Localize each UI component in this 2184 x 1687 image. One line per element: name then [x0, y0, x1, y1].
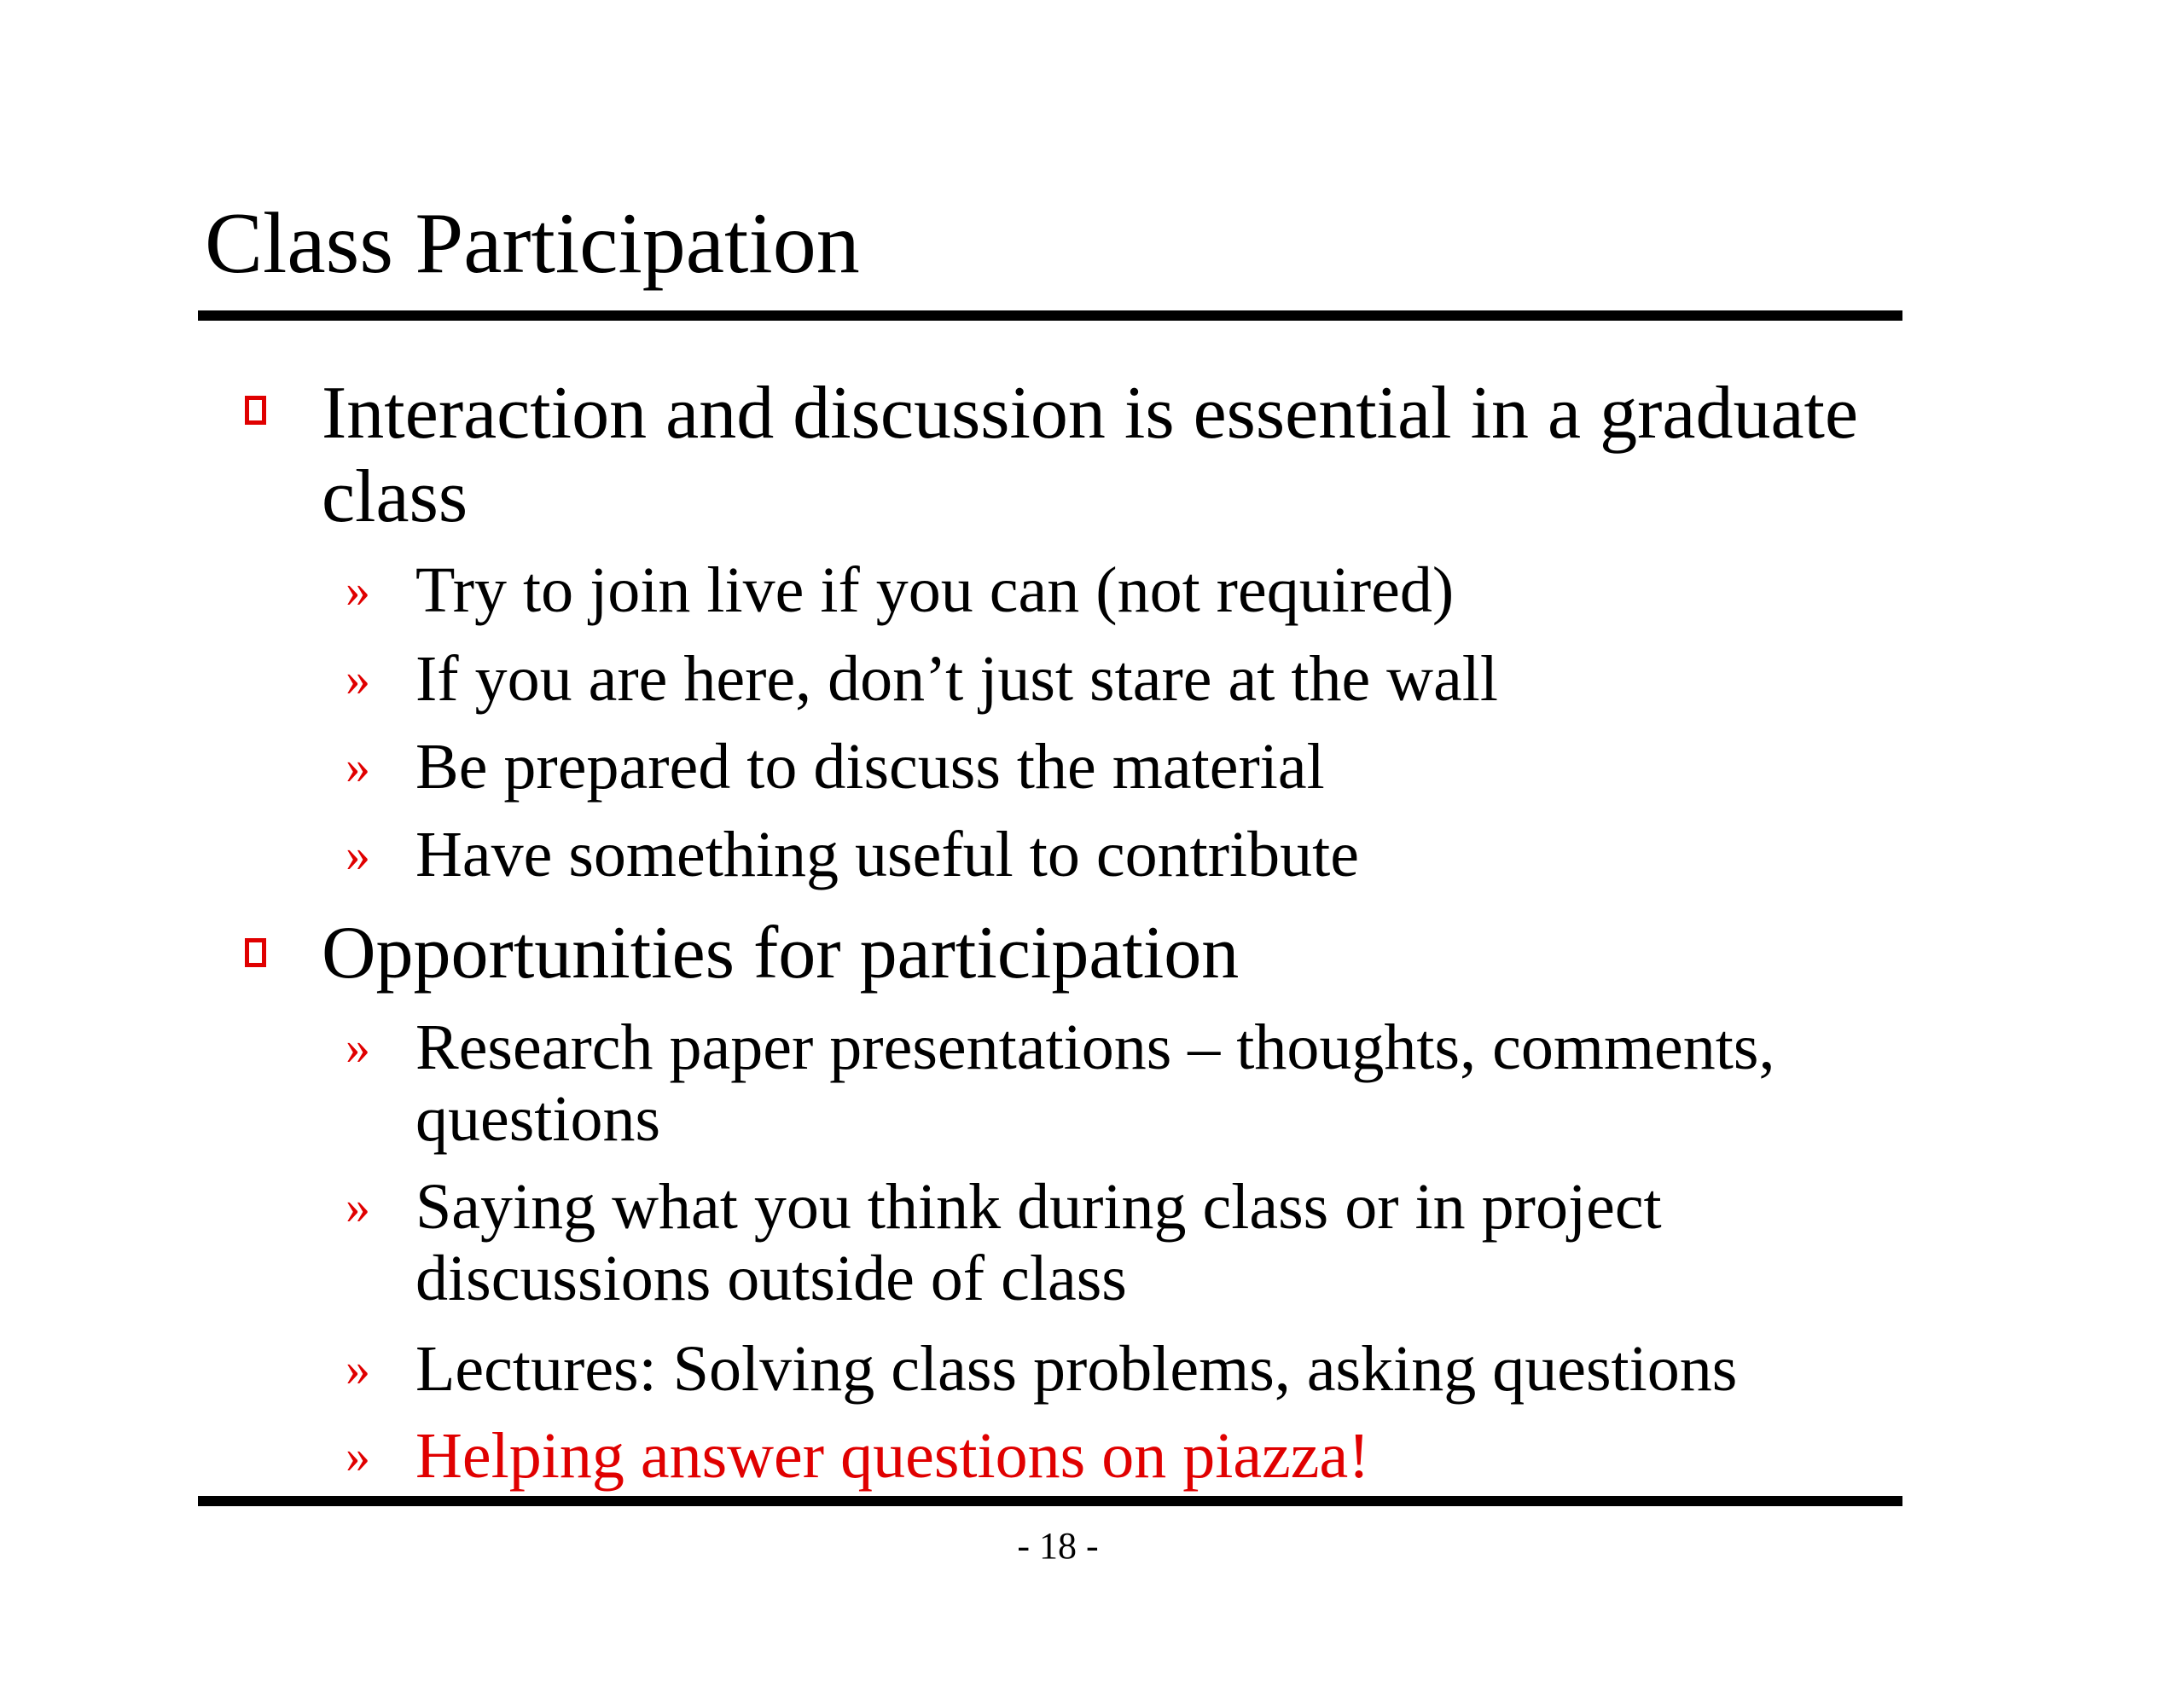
square-bullet-icon: [245, 938, 266, 967]
sub-bullet-icon: »: [346, 1428, 370, 1483]
sub-bullet-item: Be prepared to discuss the material: [415, 731, 1325, 803]
sub-bullet-item: Saying what you think during class or in project discussions outside of class: [415, 1171, 1662, 1314]
sub-bullet-item: Lectures: Solving class problems, asking questions: [415, 1333, 1738, 1405]
sub-bullet-icon: »: [346, 826, 370, 882]
sub-bullet-item: Have something useful to contribute: [415, 819, 1359, 890]
sub-bullet-icon: »: [346, 562, 370, 617]
bullet-item: Interaction and discussion is essential in a graduate class: [322, 372, 1859, 538]
sub-bullet-icon: »: [346, 1179, 370, 1234]
title-divider: [198, 310, 1902, 321]
slide-title: Class Participation: [205, 195, 860, 292]
sub-bullet-icon: »: [346, 651, 370, 706]
sub-bullet-item: Try to join live if you can (not required): [415, 554, 1455, 626]
bullet-item: Opportunities for participation: [322, 912, 1240, 994]
highlighted-sub-bullet-item: Helping answer questions on piazza!: [415, 1420, 1370, 1492]
footer-divider: [198, 1496, 1902, 1506]
sub-bullet-icon: »: [346, 1341, 370, 1396]
sub-bullet-icon: »: [346, 1019, 370, 1075]
sub-bullet-item: Research paper presentations – thoughts, comments, questions: [415, 1012, 1775, 1155]
sub-bullet-icon: »: [346, 739, 370, 794]
page-number: - 18 -: [1017, 1525, 1099, 1567]
sub-bullet-item: If you are here, don’t just stare at the wall: [415, 643, 1499, 715]
square-bullet-icon: [245, 396, 266, 425]
